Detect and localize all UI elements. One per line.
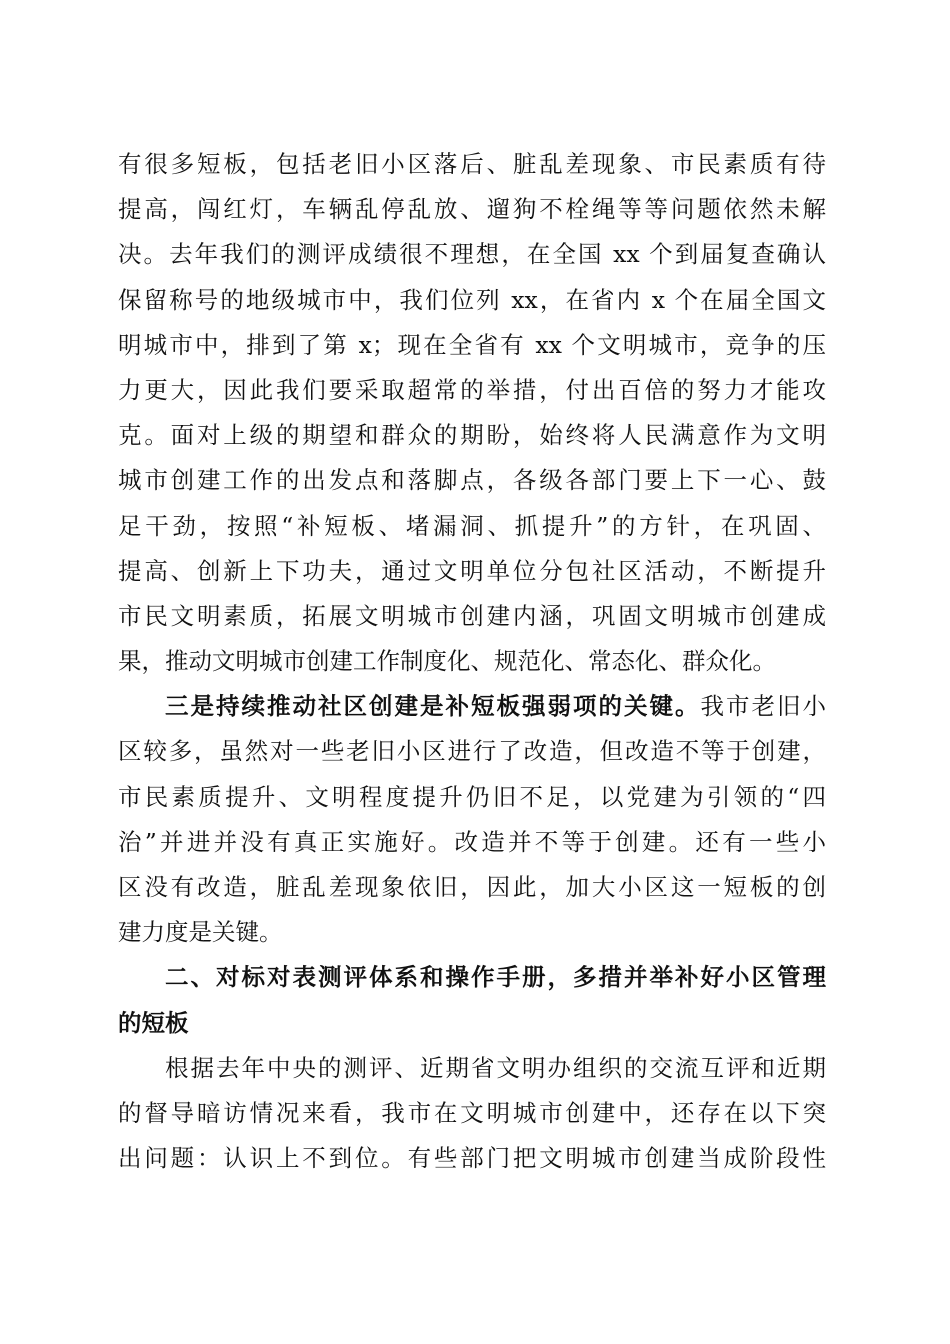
- paragraph-line: 决。去年我们的测评成绩很不理想，在全国 xx 个到届复查确认: [118, 240, 826, 269]
- paragraph-line: 的督导暗访情况来看，我市在文明城市创建中，还存在以下突: [118, 1098, 826, 1127]
- paragraph-line: 提高，闯红灯，车辆乱停乱放、遛狗不栓绳等等问题依然未解: [118, 195, 826, 224]
- heading-line: 的短板: [118, 1008, 189, 1037]
- lead-line-rest: 我市老旧小: [700, 692, 826, 721]
- paragraph-line: 明城市中，排到了第 x；现在全省有 xx 个文明城市，竞争的压: [118, 330, 826, 359]
- paragraph-line: 出问题：认识上不到位。有些部门把文明城市创建当成阶段性: [118, 1144, 826, 1173]
- paragraph-line: 果，推动文明城市创建工作制度化、规范化、常态化、群众化。: [118, 647, 776, 676]
- paragraph-line: 城市创建工作的出发点和落脚点，各级各部门要上下一心、鼓: [118, 466, 826, 495]
- paragraph-line: 保留称号的地级城市中，我们位列 xx，在省内 x 个在届全国文: [118, 285, 826, 314]
- paragraph-1: [118, 142, 826, 684]
- paragraph-3: [118, 1046, 826, 1182]
- document-body: [118, 142, 826, 1181]
- paragraph-line: 市民文明素质，拓展文明城市创建内涵，巩固文明城市创建成: [118, 601, 826, 630]
- paragraph-line: 市民素质提升、文明程度提升仍旧不足，以党建为引领的“四: [118, 782, 826, 811]
- paragraph-line: 建力度是关键。: [118, 918, 283, 947]
- paragraph-line: 根据去年中央的测评、近期省文明办组织的交流互评和近期: [165, 1053, 826, 1082]
- paragraph-2: [118, 684, 826, 955]
- paragraph-line: 区没有改造，脏乱差现象依旧，因此，加大小区这一短板的创: [118, 873, 826, 901]
- paragraph-line: 治”并进并没有真正实施好。改造并不等于创建。还有一些小: [118, 827, 826, 856]
- paragraph-first-line: [118, 684, 826, 729]
- heading-line: 二、对标对表测评体系和操作手册，多措并举补好小区管理: [165, 963, 826, 992]
- paragraph-line: 足干劲，按照“补短板、堵漏洞、抓提升”的方针，在巩固、: [118, 511, 826, 540]
- bold-lead-text: 三是持续推动社区创建是补短板强弱项的关键。: [165, 692, 701, 721]
- paragraph-line: 提高、创新上下功夫，通过文明单位分包社区活动，不断提升: [118, 556, 826, 585]
- paragraph-line: 克。面对上级的期望和群众的期盼，始终将人民满意作为文明: [118, 421, 826, 450]
- paragraph-line: 有很多短板，包括老旧小区落后、脏乱差现象、市民素质有待: [118, 150, 826, 178]
- paragraph-line: 区较多，虽然对一些老旧小区进行了改造，但改造不等于创建，: [118, 737, 826, 766]
- section-heading: [118, 955, 826, 1045]
- paragraph-line: 力更大，因此我们要采取超常的举措，付出百倍的努力才能攻: [118, 375, 826, 404]
